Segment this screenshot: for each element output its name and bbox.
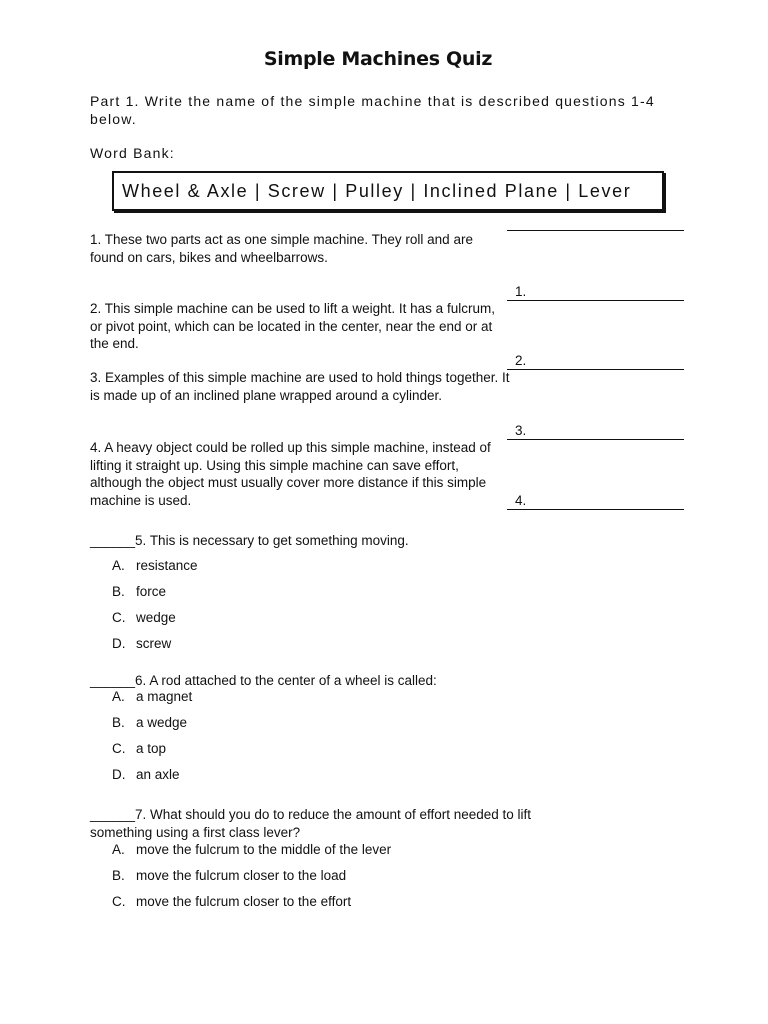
question-3: 3. Examples of this simple machine are used to hold things together. It is made up of an inclined plane wrapped around a cylinder. [90,370,510,403]
answer-number-4: 4. [515,493,527,508]
option-text: wedge [136,610,176,625]
option-letter: C. [112,894,126,909]
question-6-option-b [112,715,187,730]
answer-number-2: 2. [515,353,527,368]
option-text: move the fulcrum to the middle of the lever [136,842,392,857]
answer-line-2[interactable] [507,369,684,370]
option-text: a magnet [136,689,193,704]
question-6-option-a [112,689,192,704]
question-7-option-c [112,894,351,909]
question-5-option-d [112,636,171,651]
question-5-option-b [112,584,166,599]
question-7-line2: something using a first class lever? [90,825,301,840]
question-6-option-c [112,741,166,756]
option-letter: D. [112,767,126,782]
question-1: 1. These two parts act as one simple machine. They roll and are found on cars, bikes and wheelbarrows. [90,232,473,265]
question-6: ______6. A rod attached to the center of a wheel is called: [90,673,437,688]
option-text: a wedge [136,715,188,730]
question-5: ______5. This is necessary to get something moving. [90,533,409,548]
option-letter: D. [112,636,126,651]
question-6-option-d [112,767,180,782]
page-title: Simple Machines Quiz [263,48,493,70]
option-text: an axle [136,767,180,782]
answer-line-top [507,230,684,231]
answer-number-3: 3. [515,423,527,438]
option-letter: B. [112,715,125,730]
option-text: move the fulcrum closer to the effort [136,894,352,909]
question-5-option-c [112,610,176,625]
option-text: force [136,584,167,599]
question-5-option-a [112,558,198,573]
word-bank-box: Wheel & Axle | Screw | Pulley | Inclined Plane | Lever [112,171,664,211]
option-letter: B. [112,868,125,883]
option-text: move the fulcrum closer to the load [136,868,347,883]
question-7-option-a [112,842,391,857]
option-text: screw [136,636,172,651]
answer-line-1[interactable] [507,300,684,301]
option-letter: A. [112,842,125,857]
question-4: 4. A heavy object could be rolled up this simple machine, instead of lifting it straight up. Using this simple machine can save effort, although the object must usually cover more distance if this simple machine is used. [90,440,491,508]
option-letter: A. [112,689,125,704]
option-text: resistance [136,558,198,573]
question-7-option-b [112,868,346,883]
option-text: a top [136,741,167,756]
answer-line-3[interactable] [507,439,684,440]
answer-number-1: 1. [515,284,527,299]
word-bank-label: Word Bank: [90,145,175,161]
part1-instructions: Part 1. Write the name of the simple machine that is described questions 1-4 below. [90,93,655,127]
option-letter: A. [112,558,125,573]
option-letter: C. [112,741,126,756]
answer-line-4[interactable] [507,509,684,510]
option-letter: C. [112,610,126,625]
option-letter: B. [112,584,125,599]
question-2: 2. This simple machine can be used to lift a weight. It has a fulcrum, or pivot point, which can be located in the center, near the end or at the end. [90,301,495,351]
question-7: ______7. What should you do to reduce the amount of effort needed to lift [90,807,532,822]
